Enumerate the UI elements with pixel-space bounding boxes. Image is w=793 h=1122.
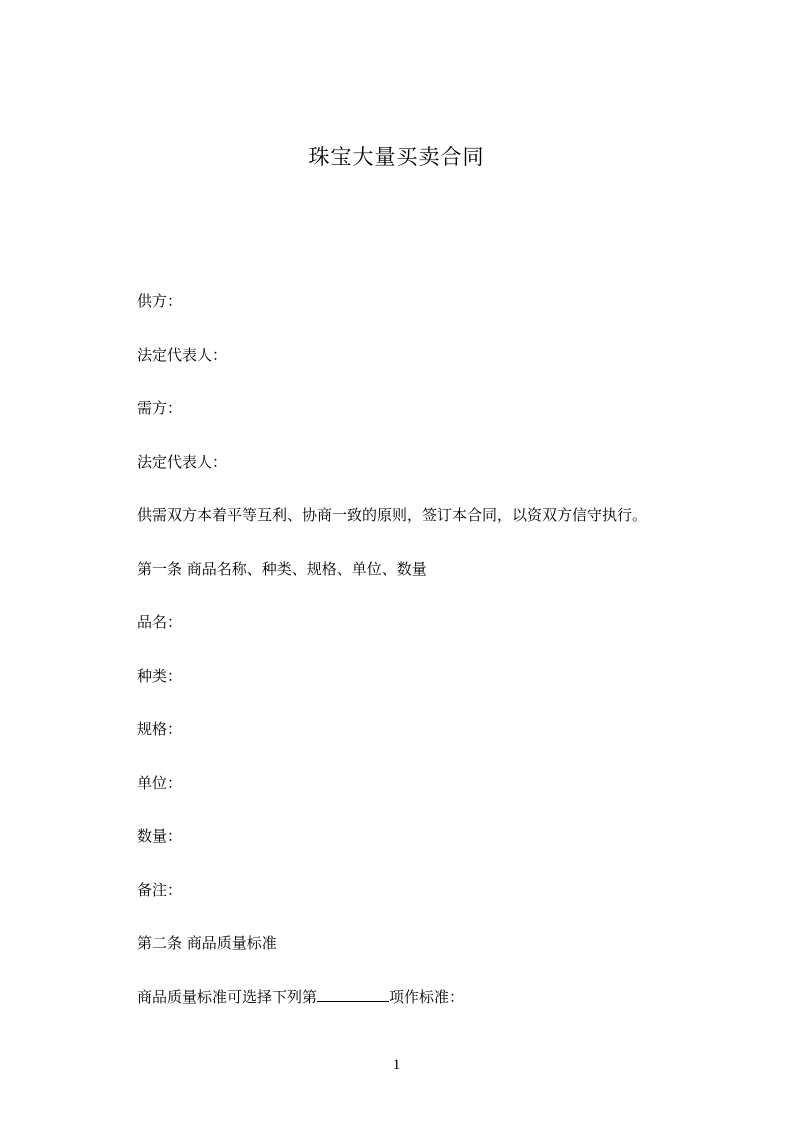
product-name-line: 品名： xyxy=(137,613,183,631)
product-type-line: 种类： xyxy=(137,666,183,685)
quality-standard-blank xyxy=(317,984,389,1002)
document-title: 珠宝大量买卖合同 xyxy=(308,145,485,169)
supplier-line: 供方： xyxy=(137,292,183,310)
buyer-legal-rep-line: 法定代表人： xyxy=(137,452,228,471)
supplier-legal-rep-line: 法定代表人： xyxy=(137,345,228,364)
quality-standard-line xyxy=(137,982,717,1036)
product-spec-line: 规格： xyxy=(137,720,183,738)
product-quantity-line: 数量： xyxy=(137,827,183,845)
preamble-line: 供需双方本着平等互利、协商一致的原则，签订本合同，以资双方信守执行。 xyxy=(137,506,648,524)
quality-standard-text-after: 项作标准： xyxy=(389,987,465,1006)
article-one-heading: 第一条 商品名称、种类、规格、单位、数量 xyxy=(137,559,427,578)
product-unit-line: 单位： xyxy=(137,773,183,792)
remarks-line: 备注： xyxy=(137,880,183,899)
article-two-heading: 第二条 商品质量标准 xyxy=(137,934,277,952)
page-number: 1 xyxy=(392,1057,401,1073)
quality-standard-text-before: 商品质量标准可选择下列第 xyxy=(137,987,318,1006)
document-body xyxy=(137,286,717,1035)
buyer-line: 需方： xyxy=(137,399,183,417)
